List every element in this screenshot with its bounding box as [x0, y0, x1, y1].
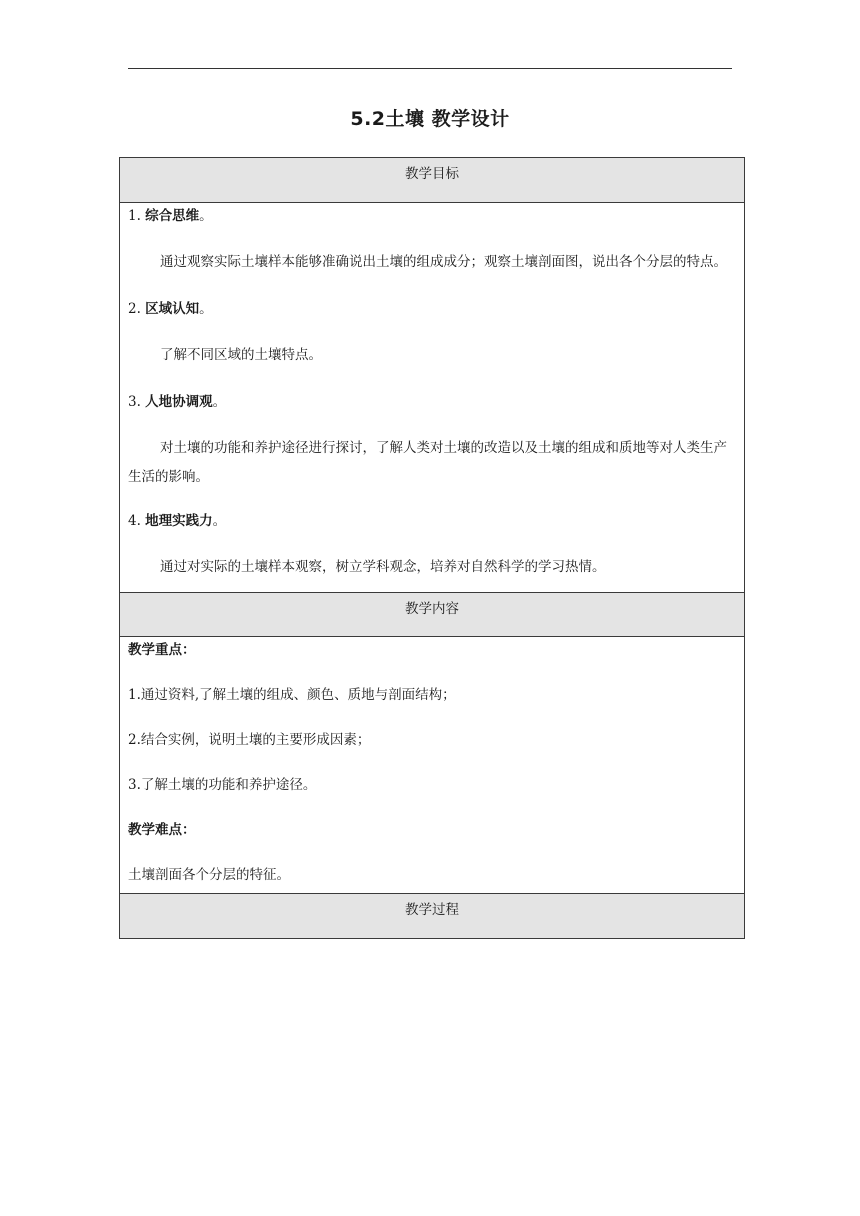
content-body — [120, 637, 744, 893]
content-header-row — [120, 593, 745, 637]
difficulties-label: 教学难点： — [128, 822, 196, 838]
process-header-row — [120, 894, 745, 939]
key-point-item: 2.结合实例，说明土壤的主要形成因素； — [128, 732, 371, 748]
document-title: 5.2土壤 教学设计 — [350, 108, 510, 130]
lesson-plan-table — [119, 157, 745, 939]
process-heading: 教学过程 — [405, 902, 459, 918]
goals-body-row — [120, 203, 745, 593]
goal-title: 人地协调观 — [145, 394, 213, 410]
goal-text: 了解不同区域的土壤特点。 — [160, 347, 322, 363]
difficulty-item: 土壤剖面各个分层的特征。 — [128, 867, 290, 883]
goal-title: 区域认知 — [145, 301, 200, 317]
goal-text: 对土壤的功能和养护途径进行探讨，了解人类对土壤的改造以及土壤的组成和质地等对人类生产生活的影响。 — [128, 440, 727, 485]
goal-text: 通过观察实际土壤样本能够准确说出土壤的组成成分；观察土壤剖面图，说出各个分层的特点。 — [160, 254, 727, 270]
goal-heading: 2. 区域认知。 — [128, 301, 213, 317]
header-rule — [128, 68, 732, 69]
goals-heading: 教学目标 — [405, 166, 459, 182]
content-body-row — [120, 637, 745, 894]
goal-text: 通过对实际的土壤样本观察，树立学科观念，培养对自然科学的学习热情。 — [160, 559, 606, 575]
key-points-label: 教学重点： — [128, 642, 196, 658]
goals-header-row — [120, 158, 745, 203]
goal-heading: 4. 地理实践力。 — [128, 513, 227, 529]
key-point-item: 1.通过资料,了解土壤的组成、颜色、质地与剖面结构； — [128, 687, 456, 703]
goals-body — [120, 203, 744, 592]
key-point-item: 3.了解土壤的功能和养护途径。 — [128, 777, 317, 793]
goal-title: 综合思维 — [145, 208, 200, 224]
content-heading: 教学内容 — [405, 601, 459, 617]
goal-title: 地理实践力 — [145, 513, 213, 529]
goal-heading: 3. 人地协调观。 — [128, 394, 227, 410]
goal-heading: 1. 综合思维。 — [128, 208, 213, 224]
